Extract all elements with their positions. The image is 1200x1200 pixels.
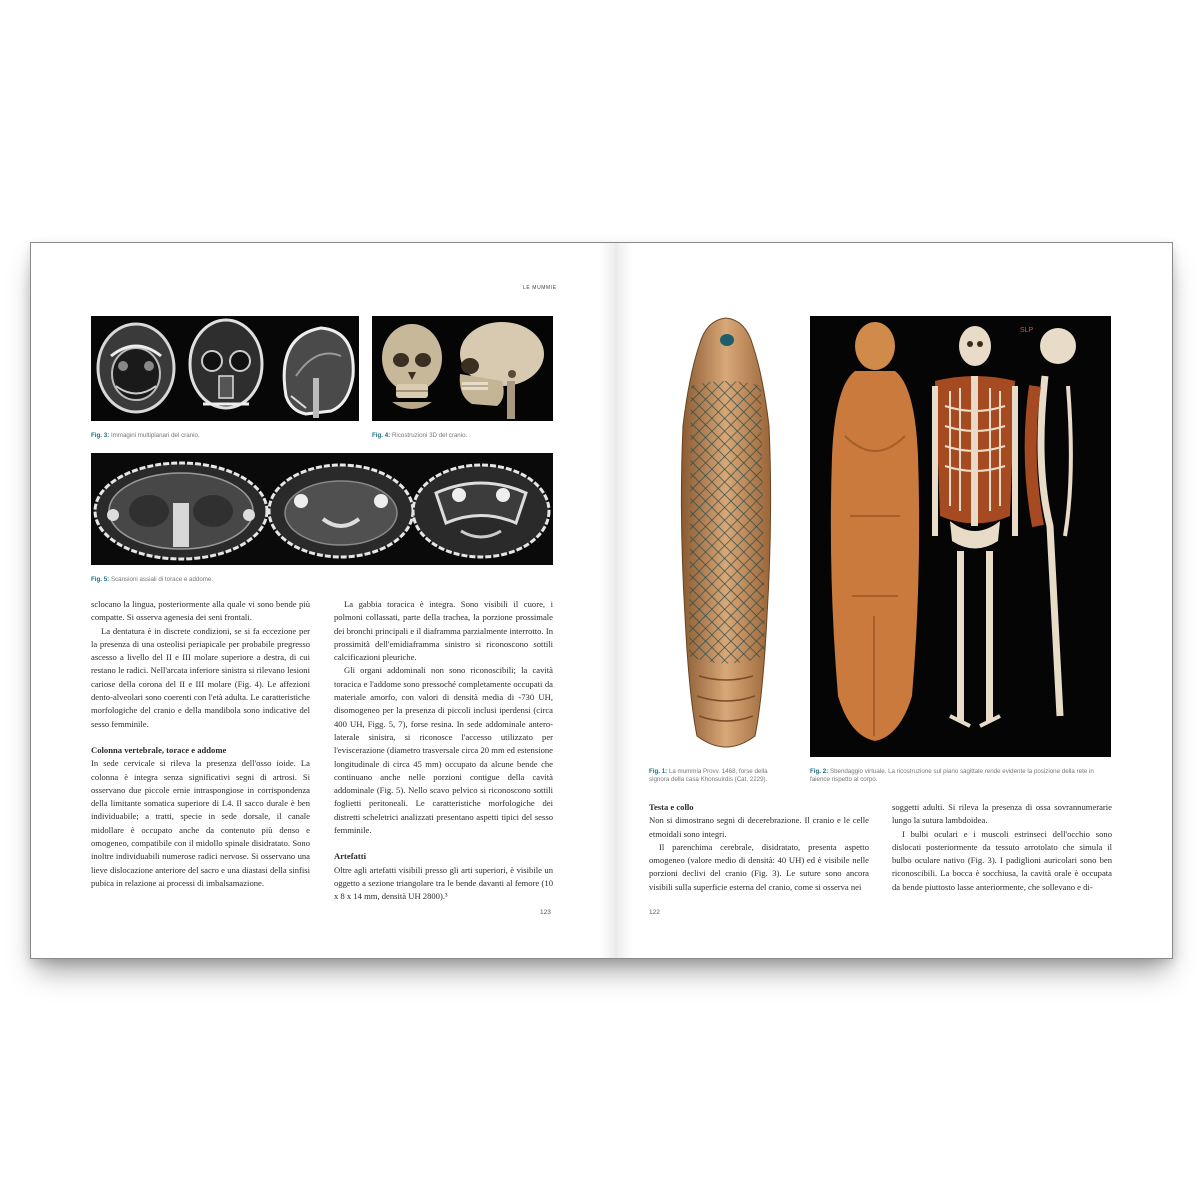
fig5-caption-label: Fig. 5: <box>91 576 110 583</box>
right-page-column-2 <box>892 801 1112 894</box>
paragraph: Non si dimostrano segni di decerebrazione. Il cranio e le celle etmoidali sono integri. <box>649 815 869 839</box>
fig5-axial-scans-image <box>91 453 553 565</box>
fig3-caption <box>91 432 361 440</box>
section-heading-head-neck: Testa e collo <box>649 802 694 812</box>
fig4-3d-skull-image <box>372 316 553 421</box>
fig4-caption-text: Ricostruzioni 3D del cranio. <box>390 432 468 439</box>
paragraph: In sede cervicale si rileva la presenza dell'osso ioide. La colonna è integra senza significativi segni di artrosi. Si osservano due piccole ernie intraspongiose in corrispondenza della limitante somatica superiore di L4. Il sacco durale è ben individuabile; a tratti, specie in sede dorsale, il canale midollare è occupato anche da contenuto più denso e omogeneo, compatibile con il midollo spinale disidratato. Sono inoltre individuabili numerose radici nervose. Si osservano una lieve dislocazione anteriore del sacro e una diastasi della sinfisi pubica in relazione ai processi di imbalsamazione. <box>91 758 310 888</box>
fig4-caption <box>372 432 553 440</box>
left-page-column-2 <box>334 598 553 904</box>
fig2-virtual-unwrapping-image <box>810 316 1111 757</box>
fig5-caption <box>91 576 491 584</box>
section-heading-spine-thorax: Colonna vertebrale, torace e addome <box>91 744 227 755</box>
fig2-caption-text: Sbendaggio virtuale. La ricostruzione sul piano sagittale rende evidente la posizione della rete in faience rispetto al corpo. <box>810 768 1094 783</box>
running-head: LE MUMMIE <box>523 285 557 291</box>
fig2-caption <box>810 768 1100 784</box>
fig1-caption <box>649 768 779 784</box>
gutter-shadow <box>599 243 633 958</box>
fig2-overlay-label: SLP <box>1020 327 1034 334</box>
fig1-mummy-photo <box>661 316 791 756</box>
page-number-right: 122 <box>649 909 660 916</box>
section-heading-artifacts: Artefatti <box>334 851 366 862</box>
fig2-caption-label: Fig. 2: <box>810 768 829 775</box>
fig1-caption-text: La mummia Provv. 1468, forse della signora della casa Khonsuirdis (Cat. 2229). <box>649 768 768 783</box>
fig4-caption-label: Fig. 4: <box>372 432 391 439</box>
paragraph: Oltre agli artefatti visibili presso gli arti superiori, è visibile un oggetto a sezione triangolare tra le bende davanti al femore (10 x 8 x 14 mm, densità UH 2800).³ <box>334 864 553 902</box>
paragraph: sclocano la lingua, posteriormente alla quale vi sono bende più compatte. Si osserva agenesia dei seni frontali. <box>91 599 310 623</box>
paragraph: La gabbia toracica è integra. Sono visibili il cuore, i polmoni collassati, parte della trachea, la porzione prossimale dei bronchi principali e il diaframma parzialmente interrotto. In prossimità dell'emidiaframma sinistro si riconoscono sottili calcificazioni pleuriche. <box>334 599 553 663</box>
paragraph: Gli organi addominali non sono riconoscibili; la cavità toracica e l'addome sono pressoché completamente occupati da materiale amorfo, con valori di densità media di -730 UH, disomogeneo per la presenza di piccoli inclusi iperdensi (circa 400 UH, Figg. 5, 7), forse resina. In sede addominale antero-laterale sinistra, si riconosce l'accesso utilizzato per l'eviscerazione (diametro trasversale circa 20 mm ed estensione longitudinale di circa 45 mm) occupato da alcune bende che continuano anche nelle porzioni contigue della cavità addominale (Fig. 5). Nello scavo pelvico si riconoscono sottili foglietti peritoneali. Le caratteristiche morfologiche dei distretti scheletrici analizzati presentano aspetti tipici del sesso femminile. <box>334 665 553 836</box>
paragraph: La dentatura è in discrete condizioni, se si fa eccezione per la presenza di una osteolisi periapicale per probabile pregresso ascesso a livello del II e III molare superiore a destra, di cui restano le radici. Nell'arcata inferiore sinistra si rilevano lesioni cariose della corona del II e III molare (Fig. 4). Le affezioni dento-alveolari sono coerenti con l'età adulta. Le caratteristiche morfologiche del cranio e della mandibola sono indicative del sesso femminile. <box>91 625 310 729</box>
page-number-left: 123 <box>540 909 551 916</box>
right-page-column-1 <box>649 801 869 894</box>
fig1-caption-label: Fig. 1: <box>649 768 668 775</box>
left-page-column-1 <box>91 598 310 890</box>
fig3-ct-skull-image <box>91 316 359 421</box>
book-spread <box>30 242 1173 959</box>
fig3-caption-text: Immagini multiplanari del cranio. <box>109 432 200 439</box>
paragraph: I bulbi oculari e i muscoli estrinseci dell'occhio sono dislocati posteriormente da tessuto arrotolato che simula il bulbo oculare nativo (Fig. 3). I padiglioni auricolari sono ben riconoscibili. La bocca è socchiusa, la cavità orale è occupata da bende piuttosto lasse anteriormente, che sollevano e di- <box>892 828 1112 892</box>
fig3-caption-label: Fig. 3: <box>91 432 110 439</box>
paragraph: Il parenchima cerebrale, disidratato, presenta aspetto omogeneo (valore medio di densità: 40 UH) ed è visibile nelle porzioni declivi del cranio (Fig. 3). Le suture sono ancora visibili sulla superficie esterna del cranio, come si osserva nei <box>649 841 869 892</box>
fig5-caption-text: Scansioni assiali di torace e addome. <box>109 576 214 583</box>
paragraph: soggetti adulti. Si rileva la presenza di ossa sovrannumerarie lungo la sutura lambdoidea. <box>892 802 1112 826</box>
